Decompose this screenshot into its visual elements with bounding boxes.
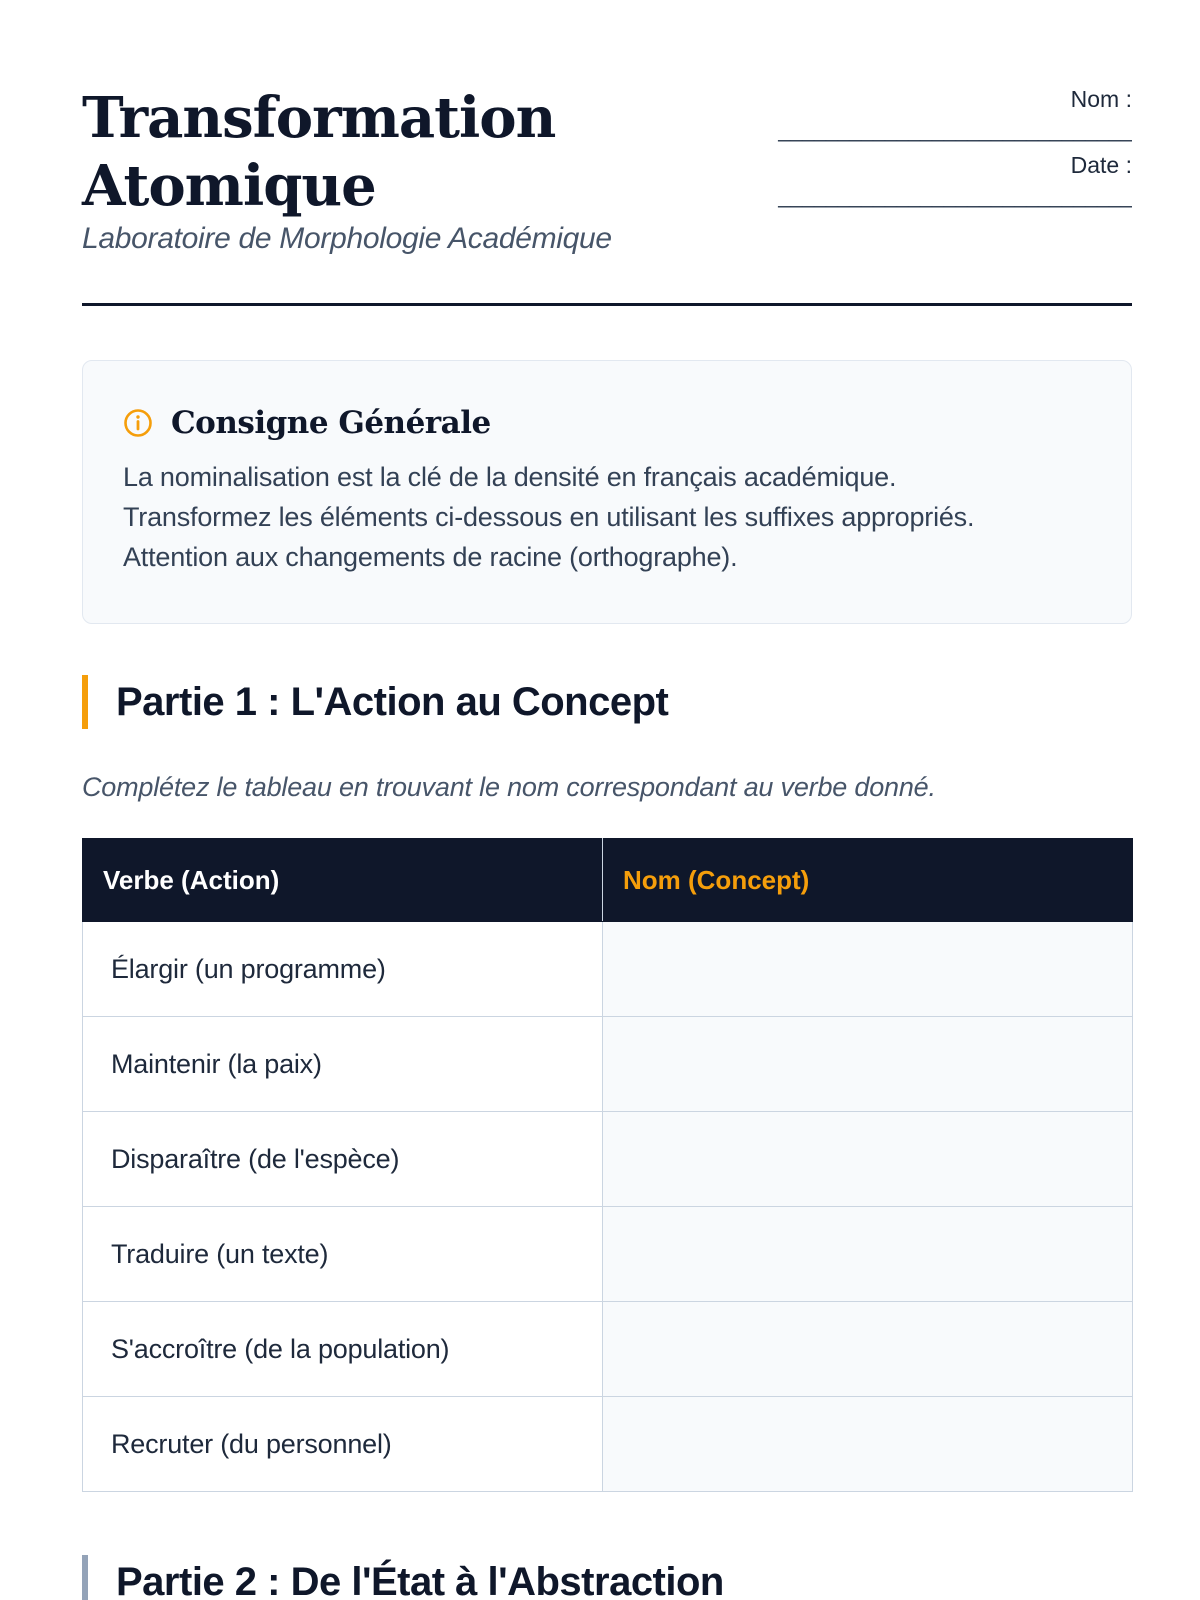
info-circle-icon (123, 408, 153, 438)
column-header-noun: Nom (Concept) (603, 839, 1133, 922)
table-row (83, 1302, 1133, 1397)
verb-cell: Recruter (du personnel) (83, 1397, 603, 1492)
answer-cell[interactable] (603, 1302, 1133, 1397)
page-title (82, 84, 555, 220)
instructions-text (123, 457, 1091, 577)
name-blank-line[interactable]: ______________________________ (778, 116, 1132, 142)
table-row (83, 922, 1133, 1017)
part1-instruction: Complétez le tableau en trouvant le nom correspondant au verbe donné. (82, 772, 936, 802)
date-blank-line[interactable]: ______________________________ (778, 182, 1132, 208)
worksheet-page (82, 0, 1132, 1600)
table-row (83, 1207, 1133, 1302)
table-header-row (83, 839, 1133, 922)
student-info (772, 84, 1132, 216)
page-subtitle: Laboratoire de Morphologie Académique (82, 222, 612, 255)
verb-cell: Élargir (un programme) (83, 922, 603, 1017)
date-label: Date : (1070, 152, 1132, 178)
column-header-verb: Verbe (Action) (83, 839, 603, 922)
name-label: Nom : (1070, 86, 1132, 112)
instructions-title: Consigne Générale (171, 405, 491, 441)
table-row (83, 1397, 1133, 1492)
answer-cell[interactable] (603, 1207, 1133, 1302)
instructions-line: Attention aux changements de racine (orthographe). (123, 542, 738, 572)
title-line-2: Atomique (82, 153, 376, 219)
part2-title: Partie 2 : De l'État à l'Abstraction (82, 1555, 724, 1600)
answer-cell[interactable] (603, 1112, 1133, 1207)
worksheet-header (82, 0, 1132, 306)
verb-cell: Traduire (un texte) (83, 1207, 603, 1302)
instructions-header (123, 403, 1091, 443)
answer-cell[interactable] (603, 1017, 1133, 1112)
part1-title: Partie 1 : L'Action au Concept (82, 675, 668, 729)
title-line-1: Transformation (82, 85, 556, 151)
verb-noun-table (82, 838, 1133, 1492)
table-row (83, 1017, 1133, 1112)
verb-cell: Maintenir (la paix) (83, 1017, 603, 1112)
general-instructions-box (82, 360, 1132, 624)
answer-cell[interactable] (603, 1397, 1133, 1492)
answer-cell[interactable] (603, 922, 1133, 1017)
table-row (83, 1112, 1133, 1207)
instructions-line: La nominalisation est la clé de la densité en français académique. (123, 462, 897, 492)
instructions-line: Transformez les éléments ci-dessous en utilisant les suffixes appropriés. (123, 502, 975, 532)
verb-cell: S'accroître (de la population) (83, 1302, 603, 1397)
verb-cell: Disparaître (de l'espèce) (83, 1112, 603, 1207)
